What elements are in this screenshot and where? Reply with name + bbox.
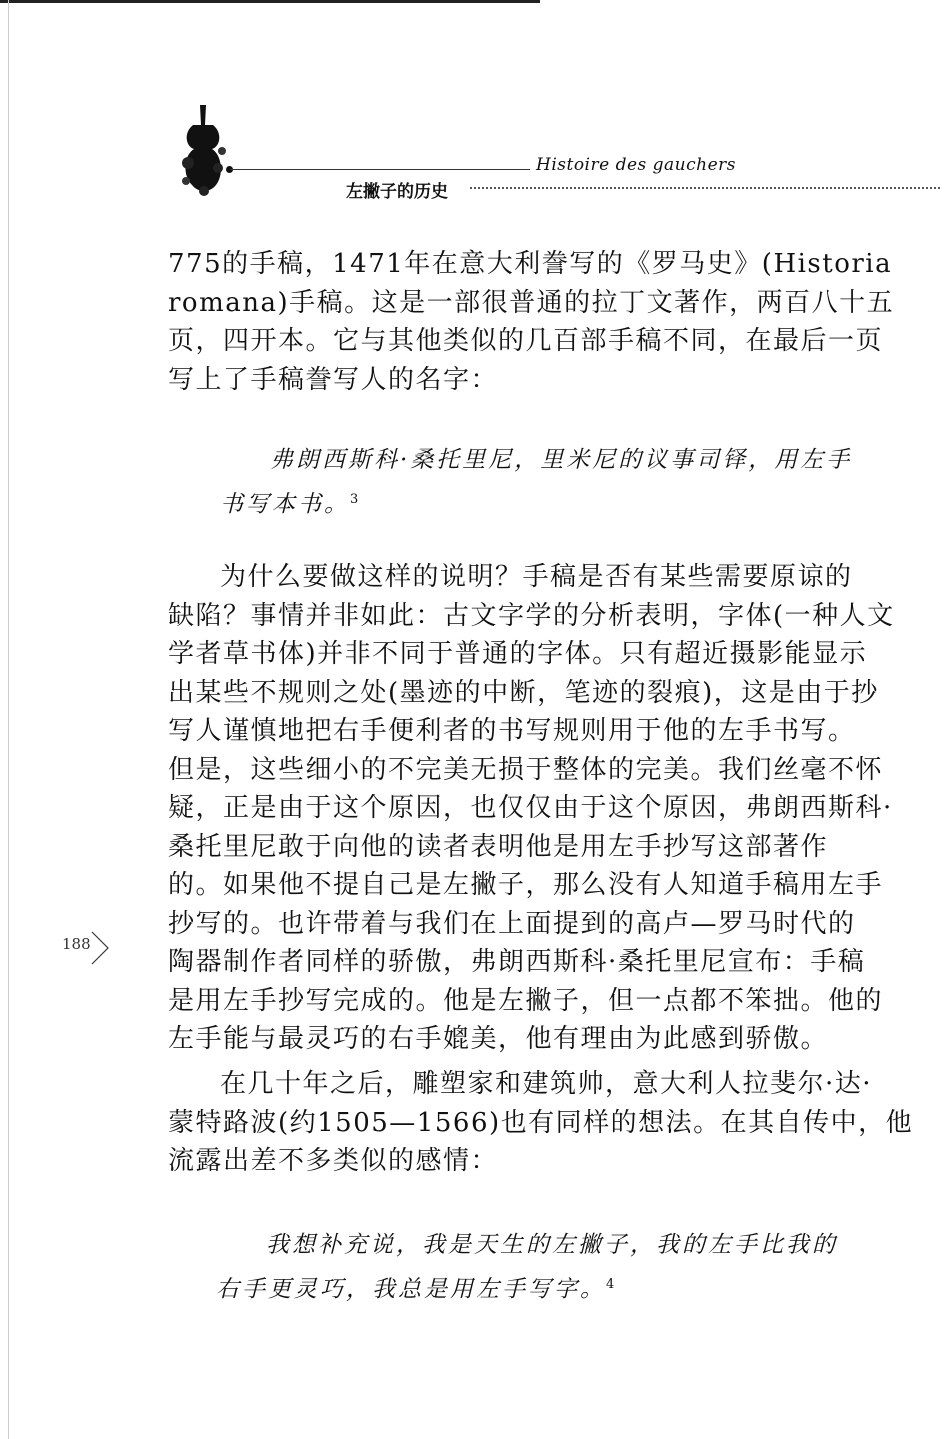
text-line: 写人谨慎地把右手便利者的书写规则用于他的左手书写。 <box>168 716 856 746</box>
quote-line: 弗朗西斯科·桑托里尼，里米尼的议事司铎，用左手 <box>270 447 853 473</box>
text-line: 蒙特路波(约1505—1566)也有同样的想法。在其自传中，他 <box>168 1107 914 1138</box>
text-line: 在几十年之后，雕塑家和建筑帅，意大利人拉斐尔·达· <box>220 1069 873 1099</box>
quote-1 <box>220 440 870 525</box>
quote-line-text: 书写本书。 <box>220 491 350 518</box>
top-rule <box>0 0 540 3</box>
paragraph-3 <box>168 1065 914 1181</box>
text-line: 但是，这些细小的不完美无损于整体的完美。我们丝毫不怀 <box>168 754 884 785</box>
text-line: 写上了手稿誊写人的名字： <box>168 364 499 395</box>
paragraph-2 <box>168 558 895 1059</box>
header-french-title: Histoire des gauchers <box>536 155 736 175</box>
quote-line: 我想补充说，我是天生的左撇子，我的左手比我的 <box>266 1232 838 1258</box>
running-header <box>170 95 944 205</box>
text-line: romana)手稿。这是一部很普通的拉丁文著作，两百八十五 <box>168 287 895 318</box>
page-number: 188 <box>62 935 91 953</box>
header-dotted-rule <box>470 187 940 189</box>
quote-line <box>220 480 870 525</box>
text-line: 缺陷？事情并非如此：古文字学的分析表明，字体(一种人文 <box>168 600 895 631</box>
violin-emblem-icon <box>178 103 228 198</box>
text-line: 775的手稿，1471年在意大利誊写的《罗马史》(Historia <box>168 249 893 279</box>
text-line: 学者草书体)并非不同于普通的字体。只有超近摄影能显示 <box>168 639 868 669</box>
text-line: 是用左手抄写完成的。他是左撇子，但一点都不笨拙。他的 <box>168 985 884 1016</box>
page-edge <box>8 0 9 1439</box>
text-line: 疑，正是由于这个原因，也仅仅由于这个原因，弗朗西斯科· <box>168 793 893 823</box>
paragraph-1 <box>168 245 895 399</box>
text-line: 桑托里尼敢于向他的读者表明他是用左手抄写这部著作 <box>168 831 829 862</box>
header-rule <box>230 169 530 170</box>
text-line: 陶器制作者同样的骄傲，弗朗西斯科·桑托里尼宣布：手稿 <box>168 947 866 977</box>
text-line: 页，四开本。它与其他类似的几百部手稿不同，在最后一页 <box>168 326 884 356</box>
page-chevron-icon <box>90 930 112 966</box>
text-line: 出某些不规则之处(墨迹的中断，笔迹的裂痕)，这是由于抄 <box>168 677 879 708</box>
quote-line-text: 右手更灵巧，我总是用左手写字。 <box>216 1276 606 1303</box>
header-chinese-title: 左撇子的历史 <box>346 182 448 202</box>
text-line: 的。如果他不提自己是左撇子，那么没有人知道手稿用左手 <box>168 870 884 900</box>
quote-2 <box>216 1225 866 1310</box>
text-line: 左手能与最灵巧的右手媲美，他有理由为此感到骄傲。 <box>168 1024 829 1054</box>
text-line: 流露出差不多类似的感情： <box>168 1146 499 1176</box>
footnote-marker: 3 <box>350 492 362 507</box>
text-line: 抄写的。也许带着与我们在上面提到的高卢—罗马时代的 <box>168 908 856 939</box>
text-line: 为什么要做这样的说明？手稿是否有某些需要原谅的 <box>220 562 853 592</box>
footnote-marker: 4 <box>606 1277 618 1292</box>
quote-line <box>216 1265 866 1310</box>
